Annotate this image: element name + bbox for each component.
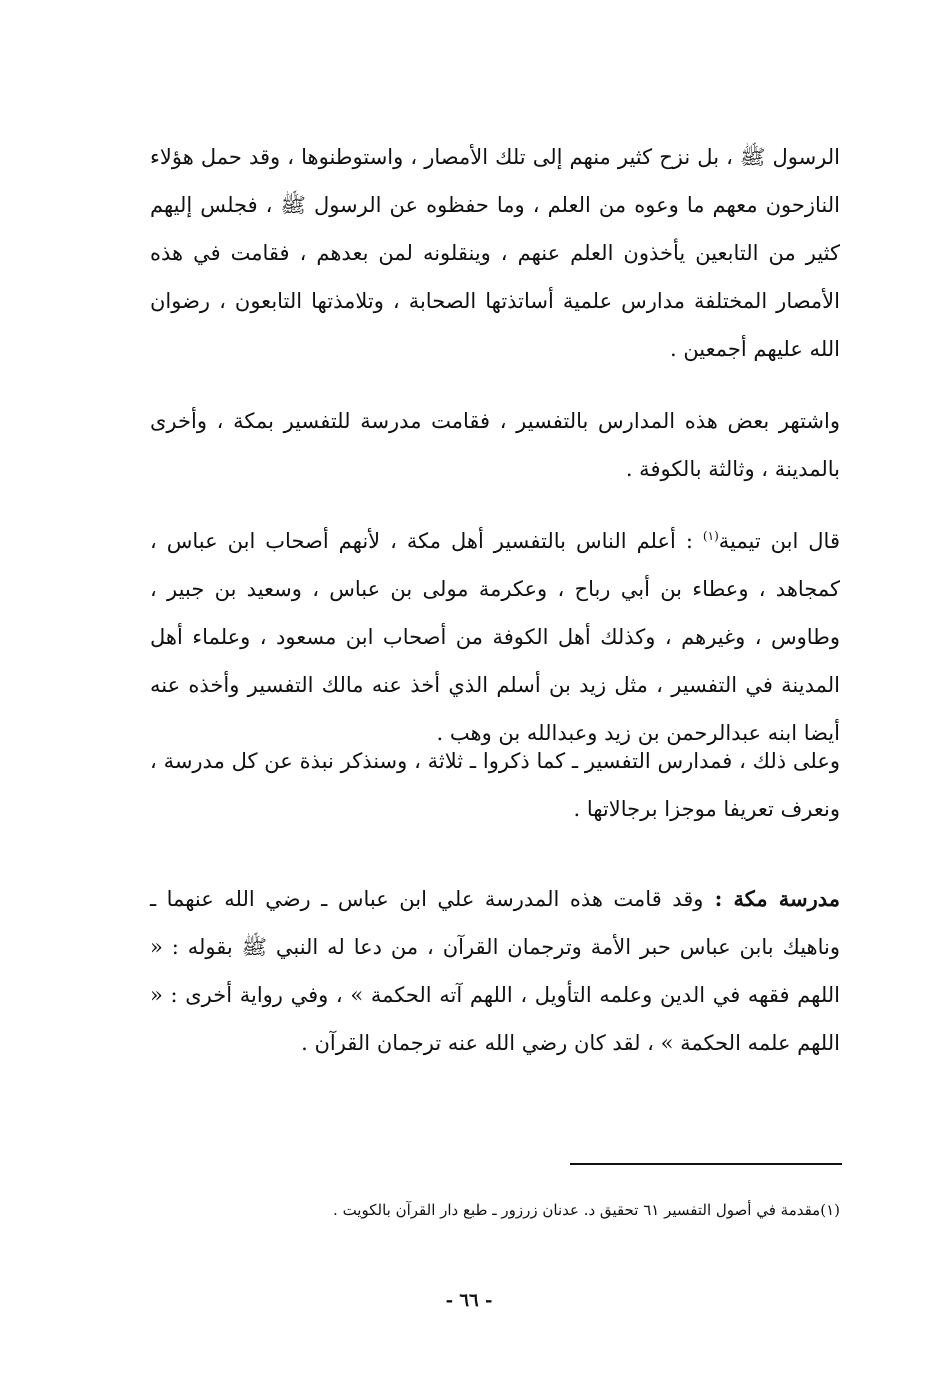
paragraph-5 [150,875,840,1067]
paragraph-4 [150,737,840,833]
footnote-reference: (١) [702,529,719,543]
paragraph-1 [150,133,840,373]
paragraph-4-text: وعلى ذلك ، فمدارس التفسير ـ كما ذكروا ـ ثلاثة ، وسنذكر نبذة عن كل مدرسة ، ونعرف تعريفا موجزا برجالاتها . [150,749,840,821]
paragraph-3-text: : أعلم الناس بالتفسير أهل مكة ، لأنهم أصحاب ابن عباس ، كمجاهد ، وعطاء بن أبي رباح ، وعكرمة مولى بن عباس ، وسعيد بن جبير ، وطاوس ، وغيرهم ، وكذلك أهل الكوفة من أصحاب ابن مسعود ، وعلماء أهل المدينة في التفسير ، مثل زيد بن أسلم الذي أخذ عنه مالك التفسير وأخذه عنه أيضا ابنه عبدالرحمن بن زيد وعبدالله بن وهب . [150,529,840,745]
paragraph-3 [150,512,840,757]
paragraph-3-prefix: قال ابن تيمية [718,529,840,553]
section-heading-mecca-school: مدرسة مكة : [703,886,840,911]
paragraph-5-text: وقد قامت هذه المدرسة علي ابن عباس ـ رضي الله عنهما ـ وناهيك بابن عباس حبر الأمة وترجمان القرآن ، من دعا له النبي ﷺ بقوله : « اللهم فقهه في الدين وعلمه التأويل ، اللهم آته الحكمة » ، وفي رواية أخرى : « اللهم علمه الحكمة » ، لقد كان رضي الله عنه ترجمان القرآن . [150,887,840,1055]
paragraph-1-text: الرسول ﷺ ، بل نزح كثير منهم إلى تلك الأمصار ، واستوطنوها ، وقد حمل هؤلاء النازحون معهم ما وعوه من العلم ، وما حفظوه عن الرسول ﷺ ، فجلس إليهم كثير من التابعين يأخذون العلم عنهم ، وينقلونه لمن بعدهم ، فقامت في هذه الأمصار المختلفة مدارس علمية أساتذتها الصحابة ، وتلامذتها التابعون ، رضوان الله عليهم أجمعين . [150,145,840,361]
page-number: - ٦٦ - [445,1290,493,1311]
paragraph-2 [150,397,840,493]
footnote-text: (١)مقدمة في أصول التفسير ٦١ تحقيق د. عدنان زرزور ـ طبع دار القرآن بالكويت . [333,1201,840,1219]
paragraph-2-text: واشتهر بعض هذه المدارس بالتفسير ، فقامت مدرسة للتفسير بمكة ، وأخرى بالمدينة ، وثالثة بالكوفة . [150,409,840,481]
footnote-divider [570,1163,842,1165]
